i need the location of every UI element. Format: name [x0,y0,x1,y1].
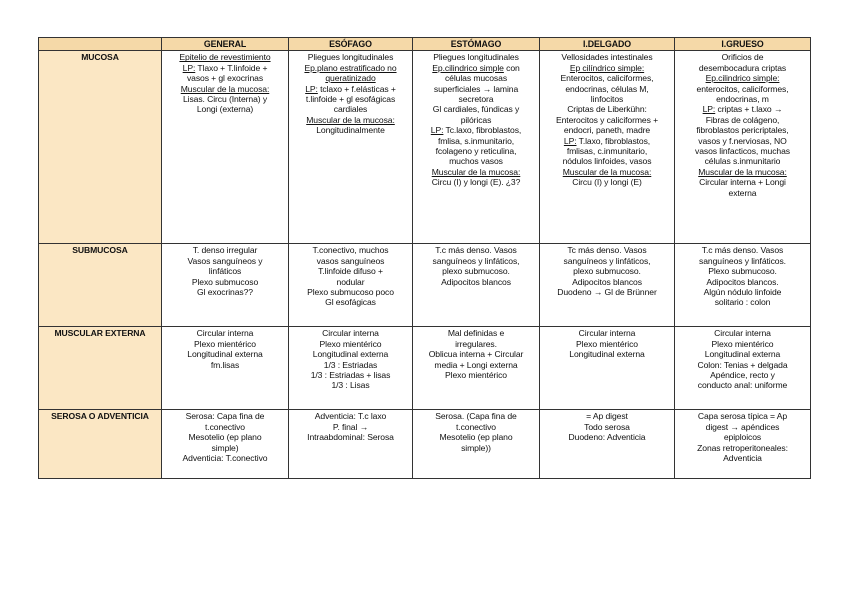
table-row [39,244,811,327]
cell-line [164,349,286,359]
cell-text: Pliegues longitudinales [307,52,394,63]
cell-line [677,146,808,156]
cell-line [164,422,286,432]
cell-line [164,360,286,370]
cell-line [164,52,286,62]
cell-text: Fibras de colágeno, [705,114,780,125]
cell-text: simple)) [461,442,491,453]
cell-text: Serosa. (Capa fina de [435,411,517,422]
cell-line [291,63,410,73]
cell-text: Circular interna + Longi [699,177,786,188]
cell-text: fmlisa, s.inmunitario, [437,135,515,146]
cell-line [542,115,672,125]
cell-text: Duodeno: Adventicia [568,432,646,443]
cell-text: plexo submucoso. [442,266,510,277]
cell-text: Plexo mientérico [576,338,638,349]
cell-text: Circu (I) y longi (E) [572,177,642,188]
cell-text: Plexo submucoso [191,276,259,287]
cell-line [677,411,808,421]
cell-text: irregulares. [455,338,497,349]
cell-text: Algún nódulo linfoide [703,287,782,298]
cell-line [291,349,410,359]
cell-serosa-general [162,410,289,479]
cell-line [415,339,537,349]
cell-text: Gl exocrinas?? [197,287,253,298]
cell-text: Orificios de [721,52,764,63]
cell-line [415,73,537,83]
cell-line [415,146,537,156]
cell-text: T.conectivo, muchos [312,245,389,256]
cell-text: Adventicia [723,453,762,464]
cell-text: Lisas. Circu (Interna) y [182,94,268,105]
cell-line [677,360,808,370]
underlined-text: Muscular de la mucosa: [431,166,521,177]
cell-text: Vellosidades intestinales [561,52,653,63]
cell-mucosa-estomago [413,51,540,244]
cell-text: Intraabdominal: Serosa [307,432,394,443]
cell-line [677,136,808,146]
cell-line [415,422,537,432]
header-intestino-delgado: I.DELGADO [540,38,675,51]
cell-line [542,104,672,114]
cell-text: Serosa: Capa fina de [185,411,265,422]
cell-line [542,422,672,432]
cell-text: tclaxo + f.elásticas + [317,83,396,94]
cell-line [415,328,537,338]
cell-line [677,115,808,125]
cell-text: sanguíneos y linfáticos. [699,255,786,266]
cell-line [291,297,410,307]
cell-line [677,266,808,276]
cell-serosa-igrueso [675,410,811,479]
cell-text: desembocadura criptas [698,62,787,73]
cell-line [542,84,672,94]
cell-line [542,94,672,104]
cell-line [677,94,808,104]
cell-text: t.linfoide + gl esofágicas [305,94,396,105]
cell-text: fibroblastos pericriptales, [696,125,789,136]
cell-text: Mesotelio (ep plano [439,432,513,443]
cell-line [415,360,537,370]
cell-line [677,63,808,73]
cell-text: Circu (I) y longi (E). ¿3? [431,177,521,188]
histology-table [38,37,811,479]
cell-line [542,245,672,255]
cell-line [291,266,410,276]
cell-text: linfáticos [208,266,242,277]
table-row [39,327,811,410]
cell-text: Plexo mientérico [194,338,256,349]
cell-text: Circular interna [322,328,379,339]
underlined-text: LP: [182,62,196,73]
cell-text: Mal definidas e [447,328,505,339]
cell-text: Adipocitos blancos [572,276,642,287]
cell-muscular-estomago [413,327,540,410]
cell-line [415,52,537,62]
cell-line [415,443,537,453]
cell-line [291,245,410,255]
cell-text: conducto anal: uniforme [697,380,788,391]
cell-submucosa-esofago [289,244,413,327]
cell-text: Circular interna [196,328,254,339]
cell-text: vasos + gl exocrinas [186,73,264,84]
cell-text: secretora [458,94,494,105]
cell-text: Capa serosa típica = Ap [697,411,788,422]
cell-text: = Ap digest [586,411,628,422]
cell-line [164,443,286,453]
cell-text: Colon: Tenias + delgada [697,359,788,370]
underlined-text: Epitelio de revestimiento [179,52,271,63]
cell-text: fmlisas, c.inmunitario, [566,146,648,157]
cell-text: Adipocitos blancos. [706,276,779,287]
cell-line [677,73,808,83]
cell-text: simple) [211,442,239,453]
cell-text: Duodeno → Gl de Brünner [557,287,657,298]
underlined-text: Ep.cilindrico simple [432,62,504,73]
cell-line [677,328,808,338]
cell-line [164,63,286,73]
underlined-text: LP: [702,104,716,115]
cell-line [164,245,286,255]
cell-line [291,277,410,287]
cell-muscular-idelgado [540,327,675,410]
table-row [39,51,811,244]
cell-line [291,287,410,297]
cell-line [677,380,808,390]
cell-text: externa [728,187,757,198]
cell-line [677,453,808,463]
cell-text: T. denso irregular [192,245,258,256]
underlined-text: queratinizado [325,73,376,84]
cell-line [164,453,286,463]
cell-text: Adventicia: T.conectivo [182,453,268,464]
cell-text: Longitudinal externa [312,349,389,360]
cell-submucosa-general [162,244,289,327]
cell-text: Longitudinal externa [569,349,645,360]
cell-line [415,411,537,421]
underlined-text: LP: [430,125,444,136]
cell-line [164,432,286,442]
cell-line [677,443,808,453]
cell-text: Longitudinal externa [704,349,781,360]
cell-text: vasos sanguíneos [316,255,385,266]
cell-line [291,422,410,432]
cell-line [677,277,808,287]
cell-line [542,411,672,421]
cell-line [164,94,286,104]
cell-text: epiploicos [723,432,762,443]
cell-text: Tc más denso. Vasos [567,245,647,256]
cell-line [164,256,286,266]
cell-text: células mucosas [444,73,508,84]
cell-line [677,370,808,380]
cell-line [542,339,672,349]
cell-line [677,349,808,359]
cell-submucosa-estomago [413,244,540,327]
cell-line [415,84,537,94]
cell-text: Enterocitos y caliciformes + [555,114,659,125]
cell-line [415,136,537,146]
cell-text: Plexo submucoso. [708,266,777,277]
header-estomago: ESTÓMAGO [413,38,540,51]
cell-line [164,84,286,94]
cell-line [291,115,410,125]
cell-text: t.conectivo [205,421,245,432]
cell-line [542,73,672,83]
cell-line [291,256,410,266]
cell-muscular-esofago [289,327,413,410]
cell-text: nodular [336,276,365,287]
cell-line [291,328,410,338]
cell-text: pilóricas [460,114,492,125]
cell-text: Gl cardiales, fúndicas y [432,104,520,115]
cell-text: muchos vasos [449,156,503,167]
cell-text: t.conectivo [456,421,496,432]
cell-text: Circular interna [714,328,771,339]
cell-text: Apéndice, recto y [710,370,775,381]
cell-text: T.c más denso. Vasos [701,245,784,256]
cell-text: T.linfoide difuso + [318,266,383,277]
cell-line [415,125,537,135]
cell-text: Pliegues longitudinales [433,52,519,63]
underlined-text: Muscular de la mucosa: [180,83,270,94]
cell-text: endocri, paneth, madre [563,125,651,136]
cell-line [677,125,808,135]
cell-line [164,266,286,276]
cell-line [291,104,410,114]
cell-line [542,349,672,359]
cell-muscular-igrueso [675,327,811,410]
cell-line [291,380,410,390]
cell-text: solitario : colon [714,297,771,308]
cell-text: cardiales [333,104,368,115]
underlined-text: Ep.cilindrico simple: [705,73,780,84]
cell-line [415,63,537,73]
cell-text: Criptas de Liberkühn: [567,104,647,115]
cell-text: Vasos sanguíneos y [187,255,263,266]
cell-line [542,287,672,297]
cell-text: Tlaxo + T.linfoide + [195,62,268,73]
cell-mucosa-igrueso [675,51,811,244]
cell-text: Circular interna [578,328,636,339]
cell-text: células s.inmunitario [704,156,781,167]
cell-text: Mesotelio (ep plano [188,432,262,443]
cell-line [291,411,410,421]
underlined-text: Muscular de la mucosa: [562,166,652,177]
cell-text: P. final → [332,421,369,432]
cell-text: T.laxo, fibroblastos, [576,135,651,146]
header-row [39,38,811,51]
cell-text: Zonas retroperitoneales: [697,442,788,453]
cell-line [291,370,410,380]
cell-text: Longitudinal externa [187,349,263,360]
cell-line [542,136,672,146]
cell-line [542,432,672,442]
cell-text: T.c más denso. Vasos [435,245,517,256]
underlined-text: Ep.plano estratificado no [304,62,397,73]
cell-text: Adventicia: T.c laxo [314,411,387,422]
cell-text: Tc.laxo, fibroblastos, [443,125,522,136]
cell-line [291,52,410,62]
cell-line [415,177,537,187]
cell-line [677,422,808,432]
cell-line [415,245,537,255]
row-label-mucosa: MUCOSA [39,51,162,244]
cell-line [415,349,537,359]
cell-text: nódulos linfoides, vasos [562,156,652,167]
cell-line [291,360,410,370]
cell-line [164,328,286,338]
cell-line [415,94,537,104]
cell-line [542,52,672,62]
cell-line [164,339,286,349]
cell-mucosa-general [162,51,289,244]
cell-line [415,370,537,380]
cell-line [677,297,808,307]
cell-text: fcolageno y reticulina, [435,146,517,157]
cell-text: Todo serosa [584,421,630,432]
cell-line [677,188,808,198]
table-row [39,410,811,479]
cell-text: Gl esofágicas [325,297,376,308]
cell-text: Adipocitos blancos [441,276,511,287]
cell-line [415,256,537,266]
row-label-serosa: SEROSA O ADVENTICIA [39,410,162,479]
cell-line [677,245,808,255]
row-label-submucosa: SUBMUCOSA [39,244,162,327]
header-intestino-grueso: I.GRUESO [675,38,811,51]
cell-text: endocrinas, m [716,94,769,105]
cell-text: Plexo submucoso poco [307,287,394,298]
cell-line [542,63,672,73]
cell-text: plexo submucoso. [573,266,641,277]
cell-text: Plexo mientérico [319,338,382,349]
cell-text: 1/3 : Estriadas [323,359,378,370]
underlined-text: Ep cilíndrico simple: [569,62,645,73]
cell-line [415,104,537,114]
cell-line [542,167,672,177]
cell-line [677,167,808,177]
cell-serosa-estomago [413,410,540,479]
cell-line [415,266,537,276]
cell-line [415,277,537,287]
cell-line [677,256,808,266]
row-label-muscular-externa: MUSCULAR EXTERNA [39,327,162,410]
cell-line [415,167,537,177]
cell-mucosa-esofago [289,51,413,244]
underlined-text: Muscular de la mucosa: [306,114,395,125]
cell-text: Plexo mientérico [711,338,774,349]
cell-line [542,266,672,276]
cell-line [291,339,410,349]
header-corner [39,38,162,51]
cell-line [291,125,410,135]
underlined-text: LP: [563,135,577,146]
cell-line [291,73,410,83]
cell-text: enterocitos, caliciformes, [696,83,789,94]
cell-line [415,156,537,166]
cell-line [164,73,286,83]
cell-muscular-general [162,327,289,410]
cell-line [291,432,410,442]
cell-text: sanguíneos y linfáticos, [432,255,520,266]
cell-text: 1/3 : Estriadas + lisas [310,370,391,381]
cell-text: fm.lisas [210,359,240,370]
underlined-text: LP: [305,83,318,94]
cell-line [164,287,286,297]
header-esofago: ESÓFAGO [289,38,413,51]
cell-line [677,104,808,114]
cell-line [542,156,672,166]
cell-line [291,84,410,94]
cell-line [677,177,808,187]
cell-line [677,52,808,62]
cell-line [542,328,672,338]
cell-text: 1/3 : Lisas [331,380,370,391]
cell-line [677,84,808,94]
cell-submucosa-igrueso [675,244,811,327]
cell-text: endocrinas, células M, [565,83,649,94]
cell-text: Oblicua interna + Circular [428,349,524,360]
cell-text: linfocitos [590,94,624,105]
cell-text: criptas + t.laxo → [715,104,783,115]
header-general: GENERAL [162,38,289,51]
cell-line [415,115,537,125]
cell-text: Plexo mientérico [445,370,507,381]
cell-line [542,125,672,135]
cell-mucosa-idelgado [540,51,675,244]
cell-submucosa-idelgado [540,244,675,327]
cell-line [164,277,286,287]
cell-line [542,256,672,266]
cell-text: vasos y f.nerviosas, NO [698,135,787,146]
cell-line [542,146,672,156]
cell-line [677,287,808,297]
cell-line [677,432,808,442]
cell-line [415,432,537,442]
underlined-text: Muscular de la mucosa: [698,166,787,177]
cell-serosa-esofago [289,410,413,479]
cell-text: superficiales → lamina [433,83,519,94]
cell-line [677,339,808,349]
cell-text: Enterocitos, caliciformes, [560,73,654,84]
cell-serosa-idelgado [540,410,675,479]
cell-text: con [503,62,520,73]
cell-text: media + Longi externa [434,359,518,370]
cell-line [542,177,672,187]
cell-text: digest → apéndices [705,421,780,432]
cell-line [677,156,808,166]
cell-text: sanguíneos y linfáticos, [563,255,651,266]
cell-line [164,104,286,114]
cell-line [291,94,410,104]
cell-line [542,277,672,287]
cell-line [164,411,286,421]
cell-text: Longitudinalmente [316,125,385,136]
cell-text: Longi (externa) [196,104,254,115]
cell-text: vasos linfacticos, muchas [695,146,790,157]
